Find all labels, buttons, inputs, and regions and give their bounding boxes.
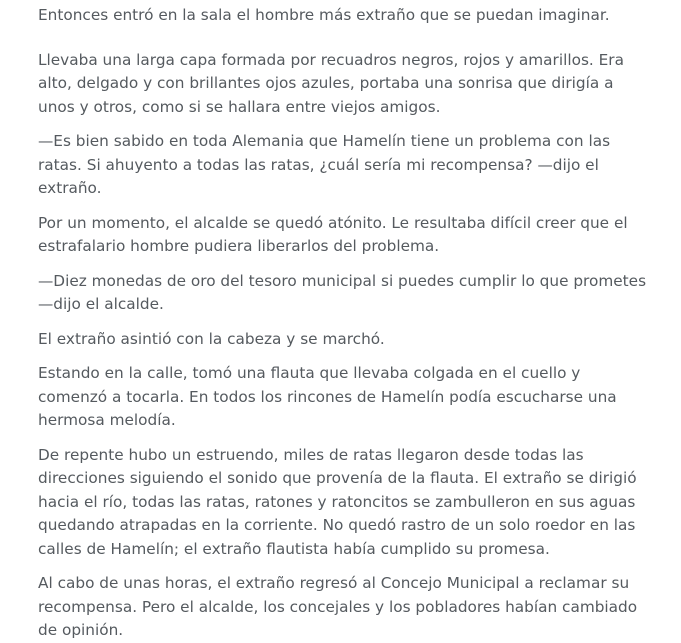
paragraph: Entonces entró en la sala el hombre más extraño que se puedan imaginar.	[38, 6, 610, 24]
paragraph: Llevaba una larga capa formada por recuadros negros, rojos y amarillos. Era alto, delgado y con brillantes ojos azules, portaba una sonrisa que dirigía a unos y otros, como si se hallara entre viejos amigos.	[38, 50, 624, 116]
paragraph: —Diez monedas de oro del tesoro municipal si puedes cumplir lo que prometes—dijo el alcalde.	[38, 271, 647, 313]
paragraph: Por un momento, el alcalde se quedó atónito. Le resultaba difícil creer que el estrafalario hombre pudiera liberarlos del problema.	[38, 213, 628, 255]
paragraph: De repente hubo un estruendo, miles de ratas llegaron desde todas las direcciones siguiendo el sonido que provenía de la flauta. El extraño se dirigió hacia el río, todas las ratas, ratones y ratoncitos se zambulleron en sus aguas quedando atrapadas en la corriente. No quedó rastro de un solo roedor en las calles de Hamelín; el extraño flautista había cumplido su promesa.	[38, 445, 637, 558]
paragraph: Al cabo de unas horas, el extraño regresó al Concejo Municipal a reclamar su recompensa. Pero el alcalde, los concejales y los pobladores habían cambiado de opinión.	[38, 574, 638, 639]
paragraph: El extraño asintió con la cabeza y se marchó.	[38, 329, 385, 348]
paragraph: Estando en la calle, tomó una flauta que llevaba colgada en el cuello y comenzó a tocarla. En todos los rincones de Hamelín podía escucharse una hermosa melodía.	[38, 364, 617, 429]
paragraph: —Es bien sabido en toda Alemania que Hamelín tiene un problema con las ratas. Si ahuyento a todas las ratas, ¿cuál sería mi recompensa? —dijo el extraño.	[38, 132, 611, 197]
